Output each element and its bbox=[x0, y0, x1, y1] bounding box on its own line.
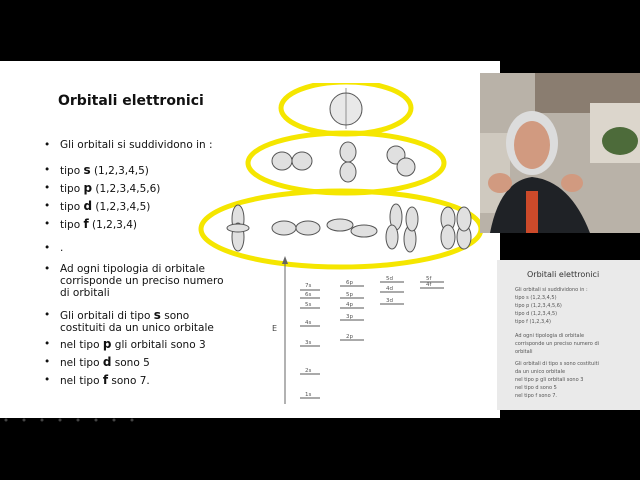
svg-text:2s: 2s bbox=[305, 368, 312, 374]
svg-text:1s: 1s bbox=[305, 392, 312, 398]
webcam-overlay bbox=[480, 73, 640, 233]
bullet-text: Gli orbitali si suddividono in : bbox=[60, 139, 213, 151]
bullet-text: tipo bbox=[60, 219, 84, 231]
svg-text:4d: 4d bbox=[386, 286, 393, 292]
svg-text:3d: 3d bbox=[386, 298, 393, 304]
bullet-bold: s bbox=[153, 308, 161, 322]
paper-title: Orbitali elettronici bbox=[527, 270, 600, 279]
bullet-item bbox=[44, 309, 224, 334]
bullet-bold: s bbox=[83, 163, 91, 177]
bullet-item bbox=[44, 372, 224, 390]
bullet-text: tipo bbox=[60, 183, 84, 195]
energy-level-labels bbox=[305, 276, 432, 398]
bullet-text: nel tipo bbox=[60, 339, 103, 351]
svg-text:3s: 3s bbox=[305, 340, 312, 346]
paper-handout-preview bbox=[497, 260, 640, 410]
bullet-text: (1,2,3,4,5,6) bbox=[92, 183, 161, 195]
bullet-text: nel tipo bbox=[60, 375, 103, 387]
d-orbital-shapes bbox=[227, 204, 471, 252]
bullet-item bbox=[44, 336, 224, 354]
bullet-text: tipo bbox=[60, 201, 84, 213]
bullet-bold: f bbox=[102, 373, 109, 387]
svg-text:5d: 5d bbox=[386, 276, 393, 282]
bullet-text: nel tipo bbox=[60, 357, 103, 369]
bullet-text: tipo bbox=[60, 165, 84, 177]
energy-level-lines bbox=[300, 282, 444, 398]
energy-axis-label: E bbox=[272, 324, 278, 333]
slide-progress-dots bbox=[0, 418, 150, 422]
svg-text:7s: 7s bbox=[305, 283, 312, 289]
svg-text:5s: 5s bbox=[305, 302, 312, 308]
svg-text:6s: 6s bbox=[305, 292, 312, 298]
svg-text:4f: 4f bbox=[426, 282, 432, 288]
energy-level-diagram bbox=[260, 256, 460, 406]
bullet-text: sono 7. bbox=[108, 375, 150, 387]
presentation-slide bbox=[0, 61, 500, 418]
paper-lines: Gli orbitali si suddividono in : tipo s (1,2,3,4,5) tipo p (1,2,3,4,5,6) tipo d (1,2,3,4,5) tipo f (1,2,3,4) Ad ogni tipologia di orbitale corrisponde un preciso numero di orbitali Gli orbitali di tipo s sono costituiti da un unico orbitale nel tipo p gli orbitali sono 3 nel tipo d sono 5 nel tipo f sono 7. bbox=[515, 287, 600, 399]
svg-text:4s: 4s bbox=[305, 320, 312, 326]
bullet-text: Ad ogni tipologia di orbitale corrisponde un preciso numero di orbitali bbox=[60, 263, 224, 299]
bullet-text: sono costituiti da un unico orbitale bbox=[60, 310, 214, 334]
bullet-text: . bbox=[60, 242, 64, 254]
bullet-text: (1,2,3,4) bbox=[88, 219, 137, 231]
svg-text:3p: 3p bbox=[346, 314, 353, 320]
bullet-text: gli orbitali sono 3 bbox=[111, 339, 206, 351]
bullet-bold: d bbox=[102, 355, 112, 369]
bullet-text: sono 5 bbox=[111, 357, 150, 369]
bullet-bold: p bbox=[83, 181, 93, 195]
bullet-bold: d bbox=[83, 199, 93, 213]
bullet-item bbox=[44, 354, 224, 372]
bullet-bold: f bbox=[83, 217, 89, 231]
svg-text:6p: 6p bbox=[346, 280, 353, 286]
slide-title: Orbitali elettronici bbox=[58, 93, 204, 109]
svg-text:5f: 5f bbox=[426, 276, 432, 282]
p-orbital-shapes bbox=[272, 142, 415, 182]
svg-text:5p: 5p bbox=[346, 292, 353, 298]
bullet-text: Gli orbitali di tipo bbox=[60, 310, 154, 322]
svg-text:2p: 2p bbox=[346, 334, 353, 340]
bullet-text: (1,2,3,4,5) bbox=[92, 201, 151, 213]
bullet-bold: p bbox=[102, 337, 112, 351]
svg-text:4p: 4p bbox=[346, 302, 353, 308]
presenter-video bbox=[480, 73, 640, 233]
orbital-shapes-diagram bbox=[196, 83, 486, 271]
bullet-text: (1,2,3,4,5) bbox=[90, 165, 149, 177]
